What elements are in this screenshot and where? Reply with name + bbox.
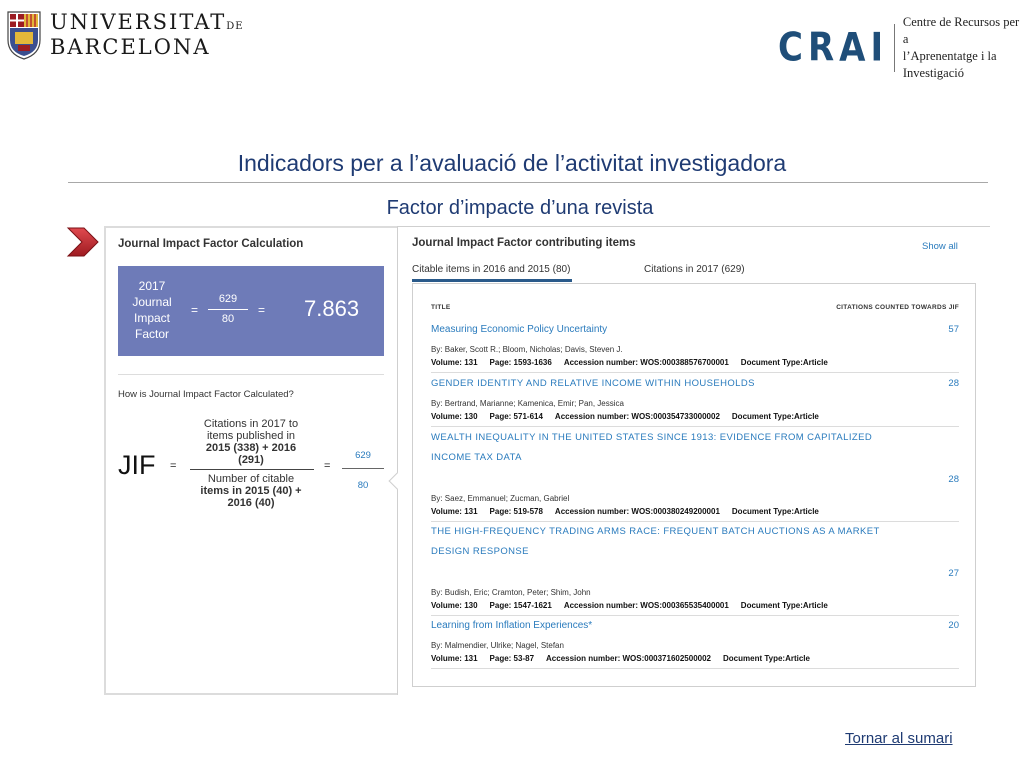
item-accession: Accession number: WOS:000388576700001 <box>563 358 729 367</box>
column-header-citations: CITATIONS COUNTED TOWARDS JIF <box>836 304 959 311</box>
jif-year-label <box>124 278 180 342</box>
title-divider <box>68 182 988 183</box>
item-title-line2: INCOME TAX DATA <box>431 452 522 463</box>
formula-den-line1: Number of citable <box>207 473 295 485</box>
contributing-items-panel <box>397 226 990 695</box>
formula-num-line3: 2015 (338) + 2016 <box>205 442 297 454</box>
citation-count: 20 <box>948 620 959 631</box>
citation-count: 28 <box>948 378 959 389</box>
jif-year-line4: Factor <box>134 327 169 341</box>
formula-num-line4: (291) <box>238 454 264 466</box>
item-meta <box>431 358 840 367</box>
item-page: Page: 1547-1621 <box>489 601 552 610</box>
item-accession: Accession number: WOS:000380249200001 <box>554 507 720 516</box>
column-header-title: TITLE <box>431 304 451 311</box>
tab-citable-items[interactable]: Citable items in 2016 and 2015 (80) <box>412 264 572 282</box>
formula-numerator-value: 629 <box>355 450 371 461</box>
item-volume: Volume: 131 <box>431 507 478 516</box>
item-authors: By: Bertrand, Marianne; Kamenica, Emir; Pan, Jessica <box>431 399 624 408</box>
item-doctype: Document Type:Article <box>740 358 828 367</box>
citation-count: 57 <box>948 324 959 335</box>
equals-sign: = <box>170 460 177 472</box>
item-authors: By: Baker, Scott R.; Bloom, Nicholas; Davis, Steven J. <box>431 345 623 354</box>
item-title-line1: THE HIGH-FREQUENCY TRADING ARMS RACE: FREQUENT BATCH AUCTIONS AS A MARKET <box>431 526 880 537</box>
ub-logo <box>6 10 244 60</box>
equals-sign: = <box>191 303 199 317</box>
jif-how-calculated-label: How is Journal Impact Factor Calculated? <box>118 389 294 400</box>
citation-count: 27 <box>948 568 959 579</box>
jif-year-line2: Journal <box>132 295 172 309</box>
item-title-link[interactable]: Measuring Economic Policy Uncertainty <box>431 324 608 335</box>
item-title-line1: WEALTH INEQUALITY IN THE UNITED STATES SINCE 1913: EVIDENCE FROM CAPITALIZED <box>431 432 873 443</box>
equals-sign: = <box>324 460 331 472</box>
item-volume: Volume: 131 <box>431 358 478 367</box>
fraction-bar <box>342 468 384 469</box>
page-title: Indicadors per a l’avaluació de l’activitat investigadora <box>237 150 787 176</box>
ub-name-de: DE <box>226 21 244 32</box>
item-title-link[interactable]: GENDER IDENTITY AND RELATIVE INCOME WITHIN HOUSEHOLDS <box>431 378 755 389</box>
contributing-items-title: Journal Impact Factor contributing items <box>412 237 636 249</box>
crai-logo <box>778 14 1024 82</box>
formula-jif-label: JIF <box>118 450 156 480</box>
fraction-bar <box>190 469 314 470</box>
jcr-screenshot-panel <box>104 226 988 695</box>
ub-name-line1: UNIVERSITAT <box>50 10 227 34</box>
item-title-line2: DESIGN RESPONSE <box>431 546 529 557</box>
item-authors: By: Malmendier, Ulrike; Nagel, Stefan <box>431 641 564 650</box>
citation-count: 28 <box>948 474 959 485</box>
item-meta <box>431 507 831 516</box>
item-doctype: Document Type:Article <box>731 507 819 516</box>
item-page: Page: 519-578 <box>489 507 543 516</box>
formula-num-line2: items published in <box>206 430 296 442</box>
item-meta <box>431 654 822 663</box>
item-title-link[interactable]: Learning from Inflation Experiences* <box>431 620 593 631</box>
row-divider <box>431 372 959 373</box>
jif-year-line3: Impact <box>133 311 170 325</box>
ub-name-line2: BARCELONA <box>50 35 211 59</box>
item-page: Page: 571-614 <box>489 412 543 421</box>
formula-den-line2: items in 2015 (40) + <box>200 485 302 497</box>
formula-num-line1: Citations in 2017 to <box>203 418 299 430</box>
crai-mark: CRAI <box>778 25 889 71</box>
item-accession: Accession number: WOS:000371602500002 <box>546 654 711 663</box>
section-title: Factor d’impacte d’una revista <box>386 197 654 219</box>
jif-numerator: 629 <box>218 293 238 305</box>
item-title-link[interactable] <box>431 428 931 468</box>
item-volume: Volume: 130 <box>431 412 478 421</box>
tab-citations[interactable]: Citations in 2017 (629) <box>644 264 745 275</box>
formula-denominator-text <box>188 473 314 509</box>
jif-calculation-panel <box>106 228 396 693</box>
row-divider <box>431 426 959 427</box>
item-page: Page: 1593-1636 <box>489 358 552 367</box>
item-page: Page: 53-87 <box>489 654 535 663</box>
formula-numerator-text <box>188 418 314 466</box>
jif-value: 7.863 <box>304 296 360 321</box>
item-volume: Volume: 131 <box>431 654 478 663</box>
item-doctype: Document Type:Article <box>731 412 819 421</box>
back-to-summary-link[interactable]: Tornar al sumari <box>845 730 953 747</box>
jif-year-line1: 2017 <box>138 279 166 293</box>
item-volume: Volume: 130 <box>431 601 478 610</box>
item-title-link[interactable] <box>431 522 931 562</box>
items-table <box>412 283 976 687</box>
item-doctype: Document Type:Article <box>740 601 828 610</box>
crai-desc-line2: l’Aprenentatge i la Investigació <box>902 49 997 80</box>
jif-value-box <box>118 266 384 356</box>
divider <box>118 374 384 375</box>
item-meta <box>431 601 840 610</box>
chevron-right-icon <box>66 226 100 258</box>
formula-den-line3: 2016 (40) <box>227 497 275 509</box>
equals-sign: = <box>258 303 266 317</box>
fraction-bar <box>208 309 248 310</box>
item-authors: By: Budish, Eric; Cramton, Peter; Shim, John <box>431 588 591 597</box>
jif-calculation-title: Journal Impact Factor Calculation <box>118 238 304 250</box>
crai-desc-line1: Centre de Recursos per a <box>902 15 1020 46</box>
item-meta <box>431 412 831 421</box>
crai-separator <box>894 24 895 72</box>
ub-shield-icon <box>6 10 42 60</box>
formula-denominator-value: 80 <box>357 480 369 491</box>
item-authors: By: Saez, Emmanuel; Zucman, Gabriel <box>431 494 570 503</box>
item-accession: Accession number: WOS:000354733000002 <box>554 412 720 421</box>
item-accession: Accession number: WOS:000365535400001 <box>563 601 729 610</box>
row-divider <box>431 668 959 669</box>
jif-denominator: 80 <box>221 313 235 325</box>
show-all-link[interactable]: Show all <box>922 241 958 252</box>
item-doctype: Document Type:Article <box>723 654 810 663</box>
